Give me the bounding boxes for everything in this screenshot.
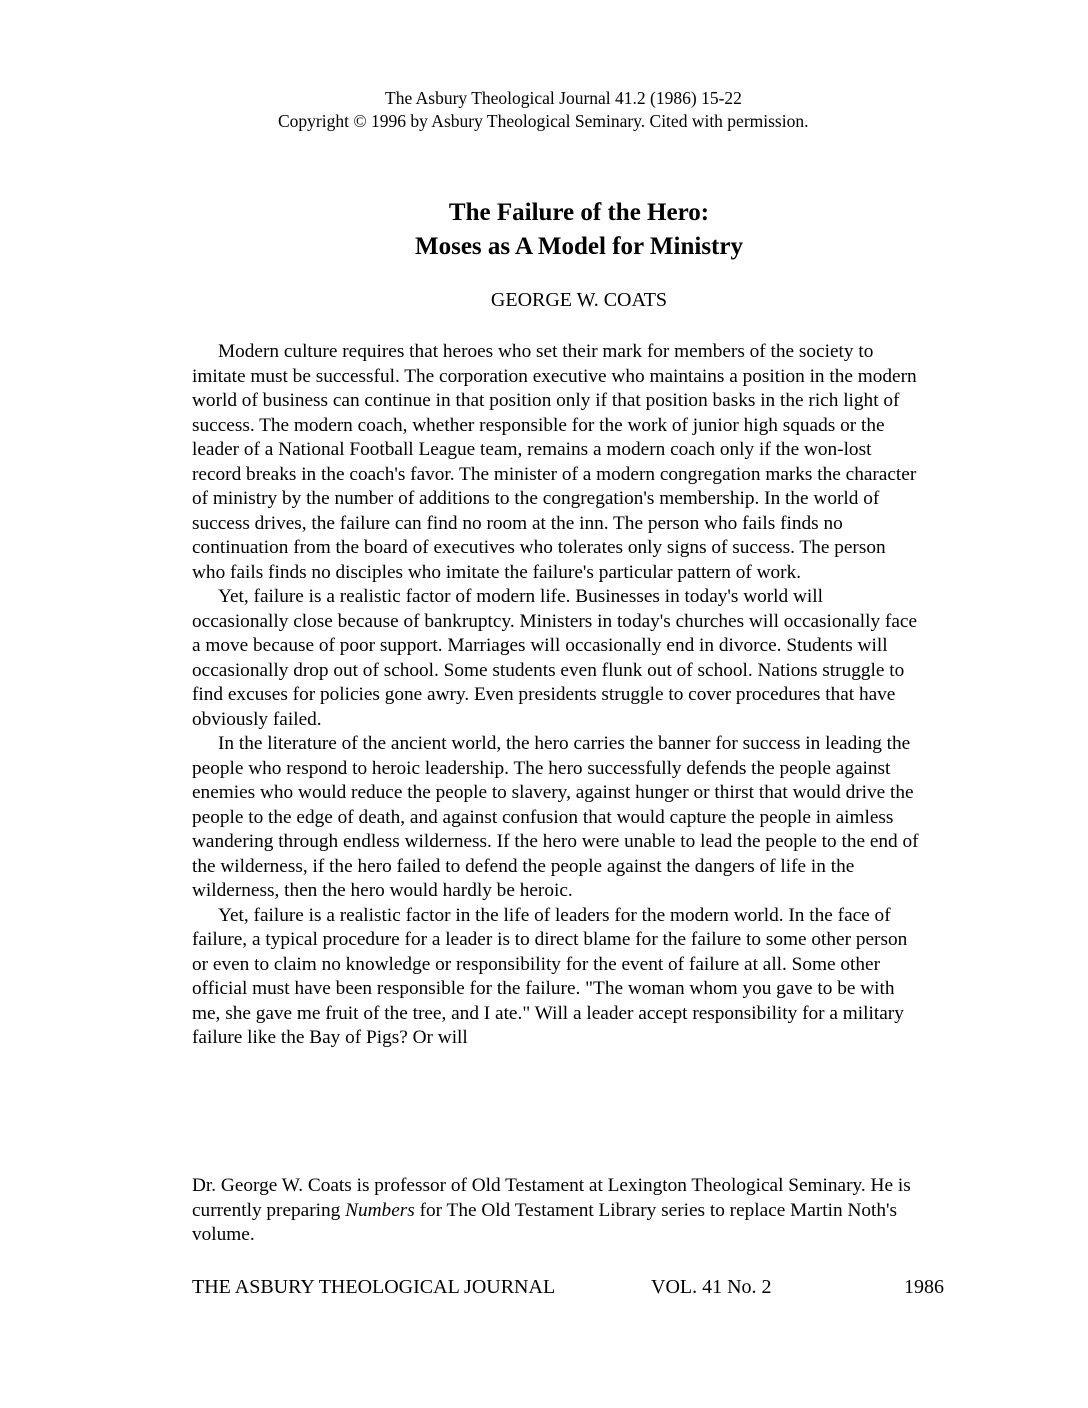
citation-line: The Asbury Theological Journal 41.2 (1986) 15-22 [385,88,742,108]
paragraph-3: In the literature of the ancient world, the hero carries the banner for success in leading the people who respond to heroic leadership. The hero successfully defends the people against enemies who would reduce the people to slavery, against hunger or thirst that would drive the people to the edge of death, and against confusion that would capture the people in aimless wandering through endless wilderness. If the hero were unable to lead the people to the end of the wilderness, if the hero failed to defend the people against the dangers of life in the wilderness, then the hero would hardly be heroic. [192,733,919,901]
paragraph-4: Yet, failure is a realistic factor in the life of leaders for the modern world. In the face of failure, a typical procedure for a leader is to direct blame for the failure to some other person or even to claim no knowledge or responsibility for the event of failure at all. Some other official must have been responsible for the failure. "The woman whom you gave to be with me, she gave me fruit of the tree, and I ate." Will a leader accept responsibility for a military failure like the Bay of Pigs? Or will [192,904,908,1048]
paragraph-1: Modern culture requires that heroes who set their mark for members of the society to imitate must be successful. The corporation executive who maintains a position in the modern world of business can continue in that position only if that position basks in the rich light of success. The modern coach, whether responsible for the work of junior high squads or the leader of a National Football League team, remains a modern coach only if the won-lost record breaks in the coach's favor. The minister of a modern congregation marks the character of ministry by the number of additions to the congregation's membership. In the world of success drives, the failure can find no room at the inn. The person who fails finds no continuation from the board of executives who tolerates only signs of success. The person who fails finds no disciples who imitate the failure's particular pattern of work. [192,341,917,583]
footnote-text-after: for The Old Testament Library series to replace Martin Noth's volume. [192,1199,897,1245]
copyright-line: Copyright © 1996 by Asbury Theological Seminary. Cited with permission. [278,111,809,131]
title-line-2: Moses as A Model for Ministry [415,233,743,260]
footnote-italic-title: Numbers [345,1199,415,1221]
footer-journal-name: THE ASBURY THEOLOGICAL JOURNAL [192,1276,556,1298]
title-line-1: The Failure of the Hero: [448,199,710,226]
article-body [192,340,922,1051]
author-footnote [192,1174,912,1248]
footer-volume: VOL. 41 No. 2 [651,1276,772,1298]
author-name: GEORGE W. COATS [490,289,668,311]
footer-year: 1986 [904,1276,944,1298]
paragraph-2: Yet, failure is a realistic factor of modern life. Businesses in today's world will occasionally close because of bankruptcy. Ministers in today's churches will occasionally face a move because of poor support. Marriages will occasionally end in divorce. Students will occasionally drop out of school. Some students even flunk out of school. Nations struggle to find excuses for policies gone awry. Even presidents struggle to cover procedures that have obviously failed. [192,586,918,730]
article-title [0,196,1088,264]
footnote-text-before: Dr. George W. Coats is professor of Old Testament at Lexington Theological Seminary. He is currently preparing [192,1175,911,1221]
